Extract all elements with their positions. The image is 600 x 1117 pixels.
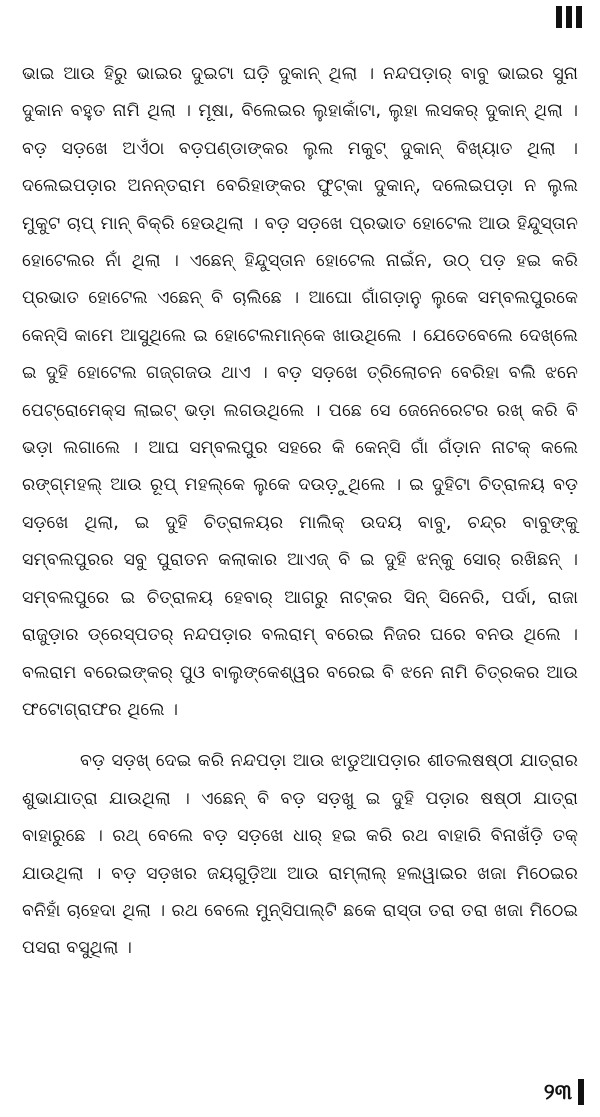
corner-marker-icon bbox=[556, 6, 582, 28]
page-footer bbox=[544, 1079, 584, 1105]
paragraph: ଭାଇ ଆଉ ହିରୁ ଭାଇର ଦୁଇଟା ଘଡ଼ି ଦୁକାନ୍ ଥିଲା । ନନ୍ଦପଡ଼ାର୍ ବାବୁ ଭାଇର ସୁନା ଦୁକାନ ବହୁତ ନାମି ଥିଲା । ମୂଷା, ବିଲେଇର ଲୁହାକାଁଟା, ଲୁହା ଲସକର୍ ଦୁକାନ୍ ଥିଲା । ବଡ଼ ସଡ଼ଖେ ଅଏଁଠା ବଡ଼ପଣ୍ଡାଙ୍କର ଲୁଲ ମକୁଟ୍ ଦୁକାନ୍ ବିଖ୍ୟାତ ଥିଲା । ଦଲେଇପଡ଼ାର ଅନନ୍ତରାମ ବେରିହାଙ୍କର ଫୁଟ୍‌କା ଦୁକାନ୍, ଦଲେଇପଡ଼ା ନ ଲୁଲ ମୁକୁଟ ଚାପ୍ ମାନ୍ ବିକ୍ରି ହେଉଥିଲା । ବଡ଼ ସଡ଼ଖେ ପ୍ରଭାତ ହୋଟେଲ ଆଉ ହିନ୍ଦୁସ୍ତାନ ହୋଟେଲର ନାଁ ଥିଲା । ଏଛେନ୍ ହିନ୍ଦୁସ୍ତାନ ହୋଟେଲ ନାଇଁନ, ଉଠ୍ ପଡ଼ ହଇ କରି ପ୍ରଭାତ ହୋଟେଲ ଏଛେନ୍ ବି ଚାଲିଛେ । ଆଘୋ ଗାଁଗଡ଼ାନୁ ଲୁକେ ସମ୍ବଲପୁରକେ କେନ୍‌ସି କାମେ ଆସୁଥିଲେ ଇ ହୋଟେଲମାନ୍‌କେ ଖାଉଥିଲେ । ଯେତେବେଲେ ଦେଖ୍‌ଲେ ଇ ଦୁହି ହୋଟେଲ ଗଜ୍‌ଗଜଉ ଥାଏ । ବଡ଼ ସଡ଼ଖେ ତ୍ରିଲୋଚନ ବେରିହା ବଲି ଝନେ ପେଟ୍ରୋମେକ୍ସ ଲାଇଟ୍ ଭଡ଼ା ଲଗଉଥିଲେ । ପଛେ ସେ ଜେନେରେଟର ରଖ୍ କରି ବି ଭଡ଼ା ଲଗାଲେ । ଆଘ ସମ୍ବଲପୁର ସହରେ କି କେନ୍‌ସି ଗାଁ ଗଁଡ଼ାନ ନାଟକ୍ କଲେ ରଙ୍ଗ୍‌ମହଲ୍ ଆଉ ରୂପ୍ ମହଲ୍‌କେ ଲୁକେ ଦଉଡ଼ୁଥିଲେ । ଇ ଦୁହିଟା ଚିତ୍ରାଳୟ ବଡ଼ ସଡ଼ଖେ ଥିଲା, ଇ ଦୁହି ଚିତ୍ରାଳୟର ମାଲିକ୍ ଉଦୟ ବାବୁ, ଚନ୍ଦ୍ର ବାବୁଙ୍କୁ ସମ୍ବଲପୁରର ସବୁ ପୁରାତନ କଲାକାର ଆଏଜ୍ ବି ଇ ଦୁହି ଝନ୍‌କୁ ସୋର୍ ରଖିଛନ୍ । ସମ୍ବଲପୁରେ ଇ ଚିତ୍ରାଳୟ ହେବାର୍ ଆଗରୁ ନାଟ୍‌କର ସିନ୍ ସିନେରି, ପର୍ଦା, ରାଜା ରାଜୁଡ଼ାର ଡ୍ରେସ୍‌ପତର୍ ନନ୍ଦପଡ଼ାର ବଲରାମ୍ ବରେଇ ନିଜର ଘରେ ବନଉ ଥିଲେ । ବଲରାମ ବରେଇଙ୍କର୍ ପୁଓ ବାଲୁଙ୍କେଶ୍ୱର ବରେଇ ବି ଝନେ ନାମି ଚିତ୍ରକର ଆଉ ଫଟୋଗ୍ରାଫର ଥିଲେ । bbox=[22, 64, 578, 720]
paragraph: ବଡ଼ ସଡ଼ଖ୍ ଦେଇ କରି ନନ୍ଦପଡ଼ା ଆଉ ଝାଡୁଆପଡ଼ାର ଶୀତଲଷଷ୍ଠୀ ଯାତ୍ରାର ଶୁଭାଯାତ୍ରା ଯାଉଥିଲା । ଏଛେନ୍ ବି ବଡ଼ ସଡ଼ଖୁ ଇ ଦୁହି ପଡ଼ାର ଷଷ୍ଠୀ ଯାତ୍ରା ବାହାରୁଛେ । ରଥ୍ ବେଲେ ବଡ଼ ସଡ଼ଖେ ଧାର୍ ହଇ କରି ରଥ ବାହାରି ବିନାଖଁଡ଼ି ତକ୍ ଯାଉଥିଲା । ବଡ଼ ସଡ଼ଖର ଜୟଗୁଡ଼ିଆ ଆଉ ରାମ୍‌ଲାଲ୍ ହଲୱାଇର ଖଜା ମିଠେଇର ବନିହାଁ ଚାହେଦା ଥିଲା । ରଥ ବେଲେ ମୁନ୍‌ସିପାଲ୍‌ଟି ଛକେ ରାସ୍ତା ତରା ତରା ଖଜା ମିଠେଇ ପସରା ବସୁଥିଲା । bbox=[22, 751, 578, 959]
page-number: ୨୩ bbox=[543, 1079, 572, 1105]
page-body bbox=[22, 56, 578, 968]
corner-marker-bar bbox=[556, 6, 562, 28]
corner-marker-bar bbox=[576, 6, 582, 28]
corner-marker-bar bbox=[566, 6, 572, 28]
footer-marker-icon bbox=[578, 1079, 584, 1105]
